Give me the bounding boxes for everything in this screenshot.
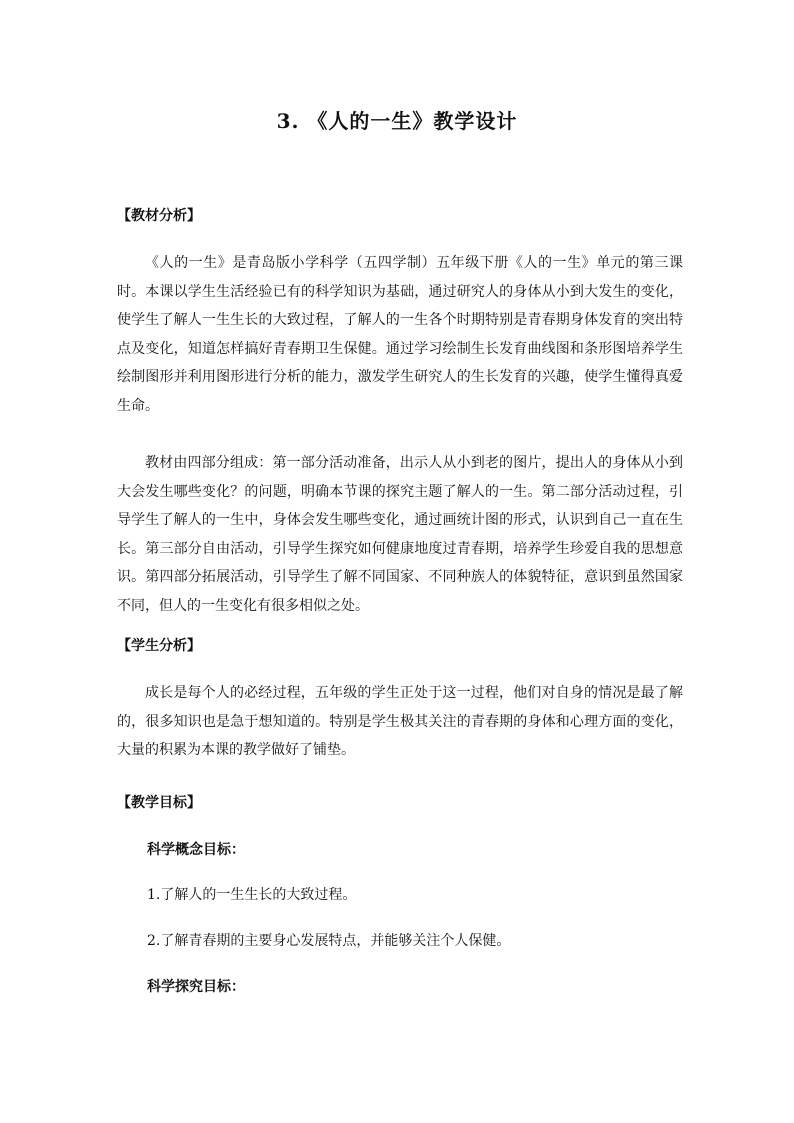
section-heading-teaching-goals: 【教学目标】 (117, 795, 201, 811)
subheading-science-concept-goals: 科学概念目标： (147, 842, 245, 858)
paragraph-textbook-analysis-1: 《人的一生》是青岛版小学科学（五四学制）五年级下册《人的一生》单元的第三课时。本课以学生生活经验已有的科学知识为基础，通过研究人的身体从小到大发生的变化，使学生了解人一生生长的大致过程，了解人的一生各个时期特别是青春期身体发育的突出特点及变化，知道怎样搞好青春期卫生保健。通过学习绘制生长发育曲线图和条形图培养学生绘制图形并利用图形进行分析的能力，激发学生研究人的生长发育的兴趣，使学生懂得真爱生命。 (117, 255, 683, 414)
paragraph-textbook-analysis-2: 教材由四部分组成：第一部分活动准备，出示人从小到老的图片，提出人的身体从小到大会发生哪些变化？的问题，明确本节课的探究主题了解人的一生。第二部分活动过程，引导学生了解人的一生中，身体会发生哪些变化，通过画统计图的形式，认识到自己一直在生长。第三部分自由活动，引导学生探究如何健康地度过青春期，培养学生珍爱自我的思想意识。第四部分拓展活动，引导学生了解不同国家、不同种族人的体貌特征，意识到虽然国家不同，但人的一生变化有很多相似之处。 (117, 455, 683, 614)
section-heading-textbook-analysis: 【教材分析】 (117, 208, 201, 224)
paragraph-student-analysis: 成长是每个人的必经过程，五年级的学生正处于这一过程，他们对自身的情况是最了解的，很多知识也是急于想知道的。特别是学生极其关注的青春期的身体和心理方面的变化，大量的积累为本课的教学做好了铺垫。 (117, 685, 683, 758)
subheading-science-inquiry-goals: 科学探究目标： (147, 979, 245, 995)
list-item-concept-goal-1: 1.了解人的一生生长的大致过程。 (147, 887, 357, 903)
list-item-concept-goal-2: 2.了解青春期的主要身心发展特点，并能够关注个人保健。 (147, 933, 511, 949)
section-heading-student-analysis: 【学生分析】 (117, 638, 201, 654)
document-title: 3. 《人的一生》教学设计 (276, 109, 518, 133)
